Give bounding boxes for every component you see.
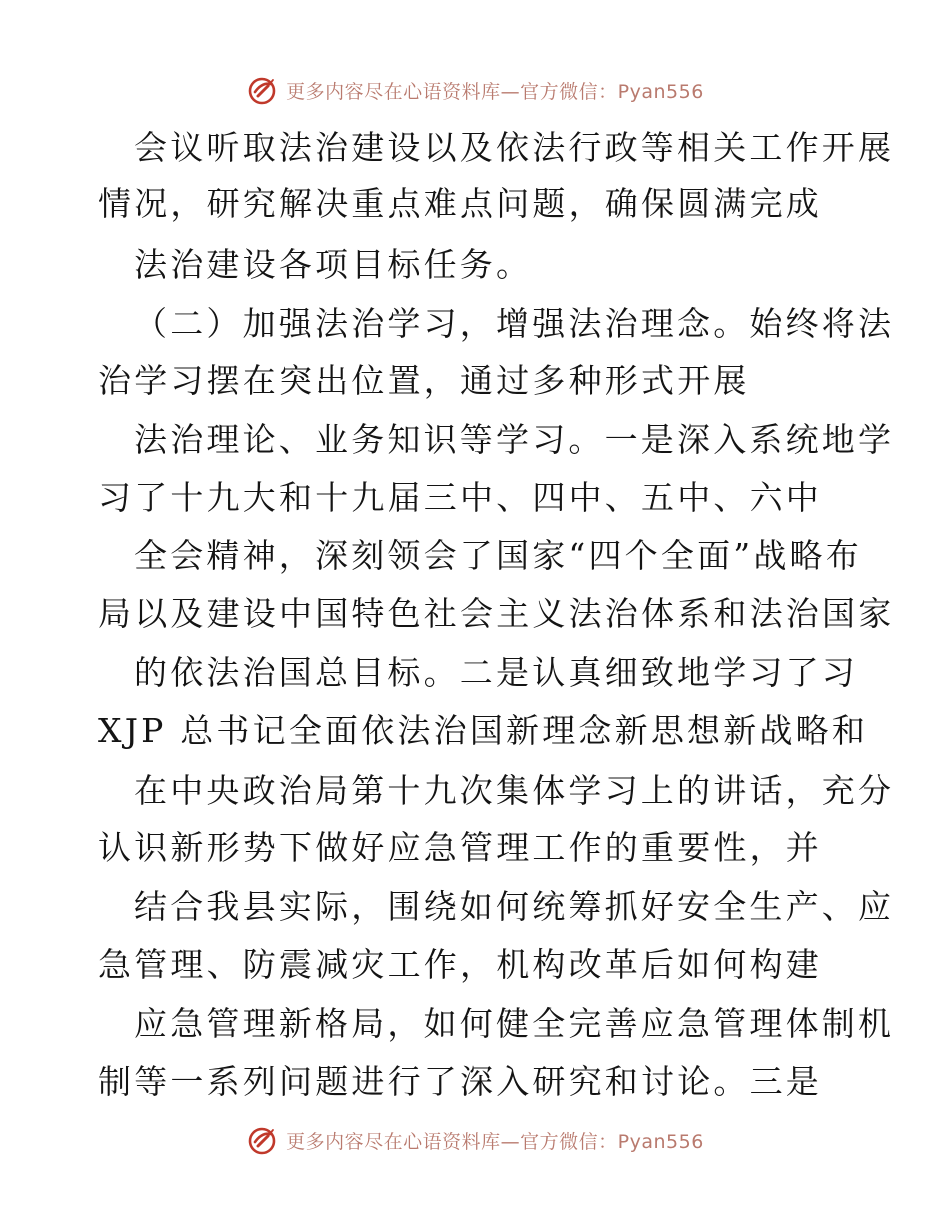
footer-watermark <box>0 1120 950 1160</box>
paragraph-line: 会议听取法治建设以及依法行政等相关工作开展 <box>134 128 895 167</box>
logo-icon <box>246 1124 278 1156</box>
paragraph-line: 全会精神，深刻领会了国家“四个全面”战略布 <box>134 536 862 575</box>
paragraph-line: 治学习摆在突出位置，通过多种形式开展 <box>98 361 750 400</box>
paragraph-line: 法治理论、业务知识等学习。一是深入系统地学 <box>134 420 895 459</box>
paragraph-line: XJP 总书记全面依法治国新理念新思想新战略和 <box>98 711 869 750</box>
watermark-text: 更多内容尽在心语资料库—官方微信：Pyan556 <box>286 80 704 103</box>
paragraph-line: 结合我县实际，围绕如何统筹抓好安全生产、应 <box>134 887 895 926</box>
paragraph-line: 在中央政治局第十九次集体学习上的讲话，充分 <box>134 771 895 810</box>
paragraph-line: 认识新形势下做好应急管理工作的重要性，并 <box>98 828 822 867</box>
logo-icon <box>246 74 278 106</box>
paragraph-line: 法治建设各项目标任务。 <box>134 245 533 284</box>
paragraph-line: 习了十九大和十九届三中、四中、五中、六中 <box>98 478 822 517</box>
paragraph-line: 情况，研究解决重点难点问题，确保圆满完成 <box>98 184 822 223</box>
paragraph-line: （二）加强法治学习，增强法治理念。始终将法 <box>134 304 895 343</box>
paragraph-line: 局以及建设中国特色社会主义法治体系和法治国家 <box>98 594 895 633</box>
paragraph-line: 的依法治国总目标。二是认真细致地学习了习 <box>134 653 858 692</box>
watermark-text: 更多内容尽在心语资料库—官方微信：Pyan556 <box>286 1130 704 1153</box>
header-watermark <box>0 70 950 110</box>
paragraph-line: 应急管理新格局，如何健全完善应急管理体制机 <box>134 1004 895 1043</box>
paragraph-line: 急管理、防震减灾工作，机构改革后如何构建 <box>98 945 822 984</box>
paragraph-line: 制等一系列问题进行了深入研究和讨论。三是 <box>98 1062 822 1101</box>
